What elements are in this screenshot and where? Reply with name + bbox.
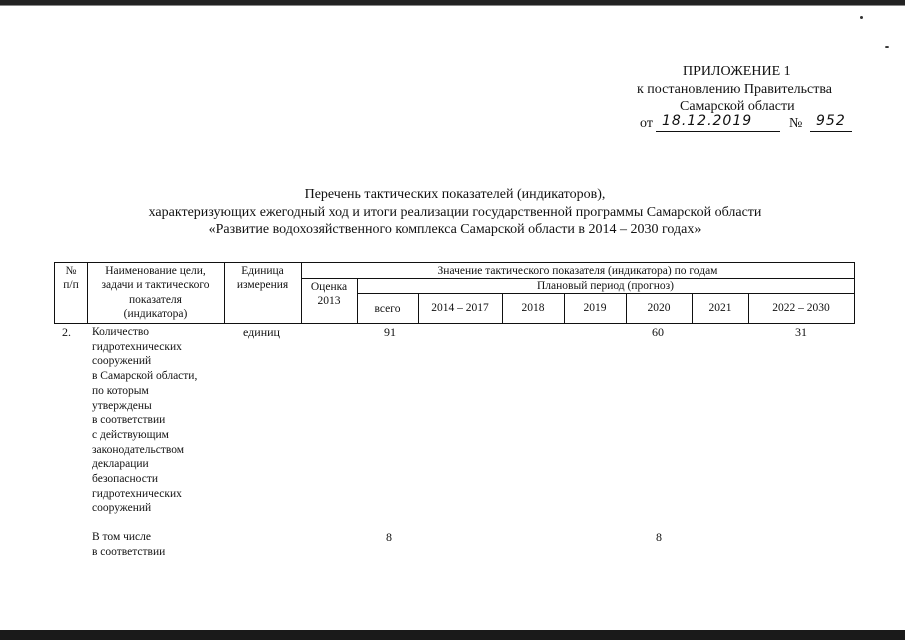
- subrow-name-line: в соответствии: [92, 545, 166, 558]
- row-name-line: декларации: [92, 458, 149, 471]
- header-num-line2: п/п: [63, 279, 79, 291]
- header-estimate-line2: 2013: [317, 295, 341, 307]
- row-total: 91: [384, 325, 396, 339]
- subrow-name-line: В том числе: [92, 531, 151, 543]
- appendix-title: ПРИЛОЖЕНИЕ 1: [683, 64, 791, 79]
- scan-edge-bottom: [0, 630, 905, 640]
- header-unit-line1: Единица: [241, 265, 284, 277]
- grid-line-planned: [357, 293, 855, 294]
- row-name-line: законодательством: [92, 443, 185, 456]
- header-year-2014-2017: 2014 – 2017: [431, 302, 489, 314]
- row-name-line: в соответствии: [92, 414, 166, 427]
- header-name-line3: показателя: [129, 294, 182, 306]
- row-unit: единиц: [243, 325, 280, 339]
- row-number: 2.: [62, 325, 71, 339]
- scan-speck: [860, 16, 863, 19]
- scan-speck: [885, 46, 889, 48]
- row-value-2022-2030: 31: [795, 325, 807, 339]
- grid-line-header-bottom: [54, 323, 855, 324]
- doc-title-line3: «Развитие водохозяйственного комплекса Самарской области в 2014 – 2030 годах»: [208, 222, 702, 237]
- row-name-line: в Самарской области,: [92, 370, 198, 383]
- number-underline: [810, 131, 852, 132]
- appendix-number-handwritten: 952: [816, 113, 846, 129]
- row-name-line: сооружений: [92, 355, 152, 368]
- header-year-2021: 2021: [708, 302, 732, 314]
- row-name-line: сооружений: [92, 502, 152, 515]
- row-name-line: гидротехнических: [92, 487, 182, 500]
- appendix-date-handwritten: 18.12.2019: [662, 113, 753, 129]
- appendix-resolution: к постановлению Правительства: [637, 82, 833, 97]
- doc-title-line2: характеризующих ежегодный ход и итоги реализации государственной программы Самарской области: [148, 205, 762, 220]
- header-name-line2: задачи и тактического: [101, 279, 210, 291]
- header-planned-period: Плановый период (прогноз): [536, 280, 675, 292]
- scan-edge-top-shadow: [0, 5, 905, 6]
- grid-col-right: [854, 262, 855, 324]
- header-year-2020: 2020: [647, 302, 671, 314]
- row-value-2020: 60: [652, 325, 664, 339]
- grid-line-top: [54, 262, 855, 263]
- header-value-group: Значение тактического показателя (индикатора) по годам: [437, 265, 718, 277]
- appendix-number-prefix: №: [789, 116, 803, 131]
- subrow-value-2020: 8: [656, 530, 662, 544]
- subrow-name: [92, 530, 165, 559]
- appendix-date-prefix: от: [640, 116, 653, 131]
- grid-line-subheader: [301, 278, 855, 279]
- subrow-total: 8: [386, 530, 392, 544]
- row-name-line: по которым: [92, 384, 149, 397]
- row-name-line: с действующим: [92, 428, 169, 441]
- row-name-line: гидротехнических: [92, 340, 182, 353]
- header-unit-line2: измерения: [236, 279, 289, 291]
- header-year-2022-2030: 2022 – 2030: [772, 302, 830, 314]
- date-underline: [656, 131, 780, 132]
- header-name-line1: Наименование цели,: [105, 265, 206, 277]
- header-year-2018: 2018: [521, 302, 545, 314]
- row-name-line: Количество: [92, 326, 149, 338]
- header-name-line4: (индикатора): [123, 308, 188, 320]
- doc-title-line1: Перечень тактических показателей (индикаторов),: [304, 187, 606, 202]
- row-name: [92, 325, 197, 516]
- appendix-region: Самарской области: [680, 99, 795, 114]
- row-name-line: безопасности: [92, 473, 159, 486]
- header-num-line1: №: [65, 265, 77, 277]
- header-year-2019: 2019: [583, 302, 607, 314]
- header-total: всего: [374, 303, 401, 315]
- row-name-line: утверждены: [92, 399, 152, 412]
- header-estimate-line1: Оценка: [310, 281, 348, 293]
